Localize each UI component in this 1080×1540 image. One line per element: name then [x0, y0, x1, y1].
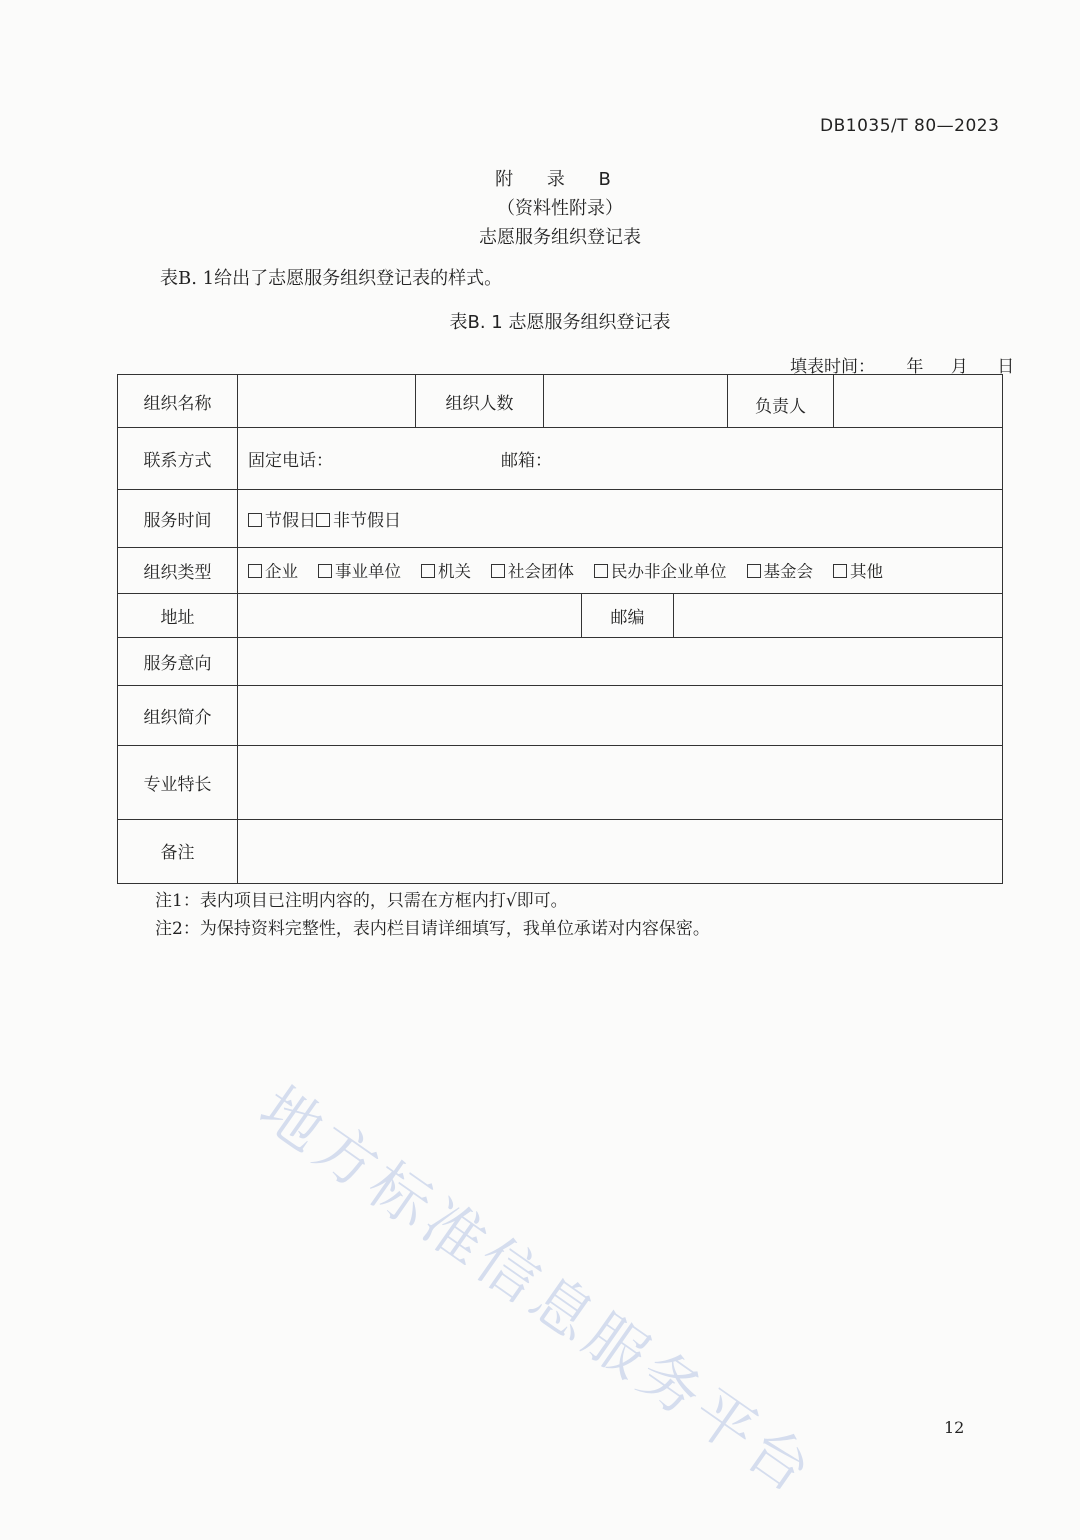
address-label: 地址 — [160, 607, 195, 628]
checkbox-social-group[interactable] — [491, 558, 574, 582]
postcode-label: 邮编 — [610, 607, 645, 628]
remarks-label: 备注 — [160, 842, 195, 863]
postcode-field[interactable] — [674, 593, 1002, 637]
appendix-subtitle: （资料性附录） — [497, 198, 623, 219]
address-field[interactable] — [238, 593, 581, 637]
standard-code: DB1035/T 80—2023 — [820, 116, 1000, 136]
checkbox-other[interactable] — [833, 558, 883, 582]
checkbox-icon — [747, 564, 761, 578]
checkbox-holiday[interactable] — [248, 506, 316, 531]
checkbox-public-institution[interactable] — [318, 558, 401, 582]
org-type-options — [248, 547, 998, 593]
checkbox-enterprise[interactable] — [248, 558, 298, 582]
service-intent-label: 服务意向 — [143, 653, 212, 674]
checkbox-icon — [316, 513, 330, 527]
leader-label: 负责人 — [755, 396, 806, 417]
note-2: 注2：为保持资料完整性，表内栏目请详细填写，我单位承诺对内容保密。 — [155, 919, 710, 939]
email-label: 邮箱： — [501, 450, 552, 471]
fill-date-month: 月 — [950, 357, 968, 377]
org-name-label: 组织名称 — [143, 393, 212, 414]
checkbox-icon — [248, 564, 262, 578]
checkbox-icon — [421, 564, 435, 578]
org-type-label: 组织类型 — [143, 562, 212, 583]
phone-label: 固定电话： — [248, 450, 333, 471]
option-label: 节假日 — [265, 510, 316, 531]
option-label: 基金会 — [763, 562, 813, 581]
option-label: 非节假日 — [333, 510, 401, 531]
contact-label: 联系方式 — [143, 450, 212, 471]
watermark: 地方标准信息服务平台 — [247, 1073, 828, 1510]
checkbox-icon — [491, 564, 505, 578]
phone-field[interactable] — [248, 427, 488, 489]
checkbox-icon — [248, 513, 262, 527]
page-number: 12 — [944, 1418, 965, 1437]
checkbox-foundation[interactable] — [747, 558, 814, 582]
checkbox-icon — [594, 564, 608, 578]
option-label: 事业单位 — [335, 562, 401, 581]
checkbox-government[interactable] — [421, 558, 471, 582]
option-label: 社会团体 — [508, 562, 574, 581]
org-intro-field[interactable] — [238, 685, 1002, 745]
service-time-label: 服务时间 — [143, 510, 212, 531]
org-count-label: 组织人数 — [445, 393, 514, 414]
note-1: 注1：表内项目已注明内容的，只需在方框内打√即可。 — [155, 891, 568, 911]
specialty-label: 专业特长 — [143, 774, 212, 795]
org-intro-label: 组织简介 — [143, 707, 212, 728]
option-label: 机关 — [438, 562, 471, 581]
specialty-field[interactable] — [238, 745, 1002, 819]
email-field[interactable] — [501, 427, 801, 489]
registration-form — [117, 374, 1003, 884]
service-intent-field[interactable] — [238, 637, 1002, 685]
appendix-title: 附 录 B — [495, 169, 625, 190]
intro-text: 表B. 1给出了志愿服务组织登记表的样式。 — [160, 268, 503, 289]
checkbox-icon — [833, 564, 847, 578]
fill-date-label: 填表时间： — [790, 357, 875, 377]
fill-date-year: 年 — [906, 357, 924, 377]
checkbox-icon — [318, 564, 332, 578]
option-label: 企业 — [265, 562, 298, 581]
org-name-field[interactable] — [238, 375, 415, 427]
option-label: 其他 — [850, 562, 883, 581]
table-caption: 表B. 1 志愿服务组织登记表 — [449, 312, 671, 333]
checkbox-non-holiday[interactable] — [316, 506, 401, 531]
service-time-options — [248, 489, 848, 547]
checkbox-private-nonenterprise[interactable] — [594, 558, 727, 582]
org-count-field[interactable] — [544, 375, 727, 427]
option-label: 民办非企业单位 — [611, 562, 727, 581]
fill-date-day: 日 — [997, 357, 1015, 377]
remarks-field[interactable] — [238, 819, 1002, 881]
appendix-name: 志愿服务组织登记表 — [479, 227, 641, 248]
leader-field[interactable] — [834, 375, 1002, 427]
